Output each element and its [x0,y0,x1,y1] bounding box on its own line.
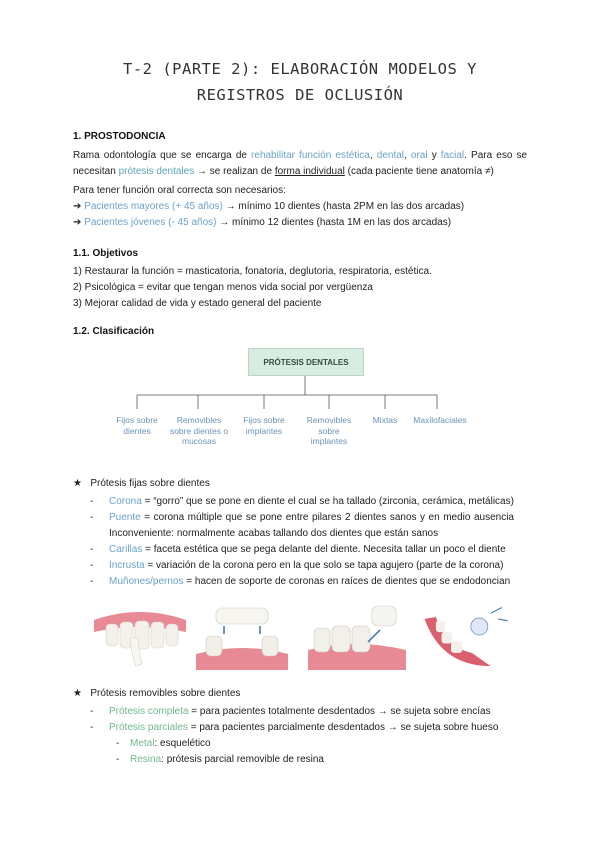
bullet-text: → mínimo 10 dientes (hasta 2PM en las dos arcadas) [222,201,465,212]
term-forma-individual: forma individual [274,166,345,177]
leaf-line: Fijos sobre [116,415,158,425]
removable-sub-resina [130,752,324,768]
inlay-illustration [308,602,406,670]
definition: = hacen de soporte de coronas en raíces de dientes que se endodoncian [183,576,511,587]
tooth [314,628,330,652]
dash-icon: - [90,512,94,523]
intro-text: necesitan [73,166,119,177]
leaf-removibles-sobre-dientes [163,415,235,447]
intro-text: y [427,150,441,161]
crown-piece [471,618,488,635]
definition: = variación de la corona pero en la que solo se tapa agujero (parte de la corona) [144,560,504,571]
term-rehabilitar: rehabilitar función estética [251,150,370,161]
leaf-line: sobre dientes o [169,425,229,436]
term: Metal [130,738,155,749]
tooth [352,626,370,652]
leaf-line: implantes [245,425,283,436]
term-dental: dental [376,150,405,161]
removable-item-parciales [109,720,498,736]
bullet-label: Pacientes jóvenes (- 45 años) [84,217,217,228]
veneer-illustration [92,602,188,670]
term: Corona [109,496,142,507]
definition: = para pacientes totalmente desdentados → se sujeta sobre encías [188,706,491,717]
star-icon: ★ [73,688,82,699]
section-heading-prostodoncia: 1. PROSTODONCIA [73,131,166,142]
fixed-item-incrusta [109,558,503,574]
leaf-line: implantes [310,436,348,446]
bridge-piece [216,608,268,624]
fixed-item-corona [109,494,514,510]
leaf-line: sobre [318,425,340,436]
bullet-label: Pacientes mayores (+ 45 años) [84,201,223,212]
dash-icon: - [116,754,120,765]
objective-item: 2) Psicológica = evitar que tengan menos vida social por vergüenza [73,282,373,293]
definition: : prótesis parcial removible de resina [161,754,324,765]
leaf-line: Mixtas [372,415,398,425]
fixed-item-carillas [109,542,506,558]
intro-text: (cada paciente tiene anatomía ≠) [344,166,494,177]
page-title-line-1: T-2 (PARTE 2): ELABORACIÓN MODELOS Y [123,60,477,78]
need-line: Para tener función oral correcta son necesarios: [73,185,286,196]
page-title-line-2: REGISTROS DE OCLUSIÓN [196,86,404,104]
dash-icon: - [90,706,94,717]
intro-text: → se realizan de [194,166,275,177]
leaf-fijos-sobre-implantes [234,415,294,436]
subsection-heading: Prótesis removibles sobre dientes [90,688,241,699]
section-heading-objetivos: 1.1. Objetivos [73,248,139,259]
leaf-line: Maxilofaciales [413,415,467,425]
leaf-mixtas [360,415,410,426]
post-illustration [420,600,516,668]
term: Prótesis parciales [109,722,188,733]
leaf-line: dientes [123,425,151,436]
term-oral: oral [410,150,428,161]
fixed-item-munones [109,574,510,590]
star-icon: ★ [73,478,82,489]
definition: = “gorro” que se pone en diente el cual se ha tallado (zirconia, cerámica, metálicas) [141,496,514,507]
tooth [442,632,452,643]
tooth [206,636,222,656]
subsection-heading: Prótesis fijas sobre dientes [90,478,210,489]
tooth [332,626,350,652]
objective-item: 1) Restaurar la función = masticatoria, fonatoria, deglutoria, respiratoria, estética. [73,266,432,277]
term: Resina [130,754,162,765]
arrow-icon [491,608,508,621]
fixed-item-puente [109,510,514,526]
term: Prótesis completa [109,706,189,717]
leaf-line: mucosas [181,436,216,446]
tooth [436,621,445,632]
objective-item: 3) Mejorar calidad de vida y estado general del paciente [73,298,322,309]
dash-icon: - [90,560,94,571]
definition: : esquelético [154,738,211,749]
dash-icon: - [90,544,94,555]
tooth [451,642,462,653]
leaf-line: Removibles [306,415,352,425]
term: Puente [109,512,141,523]
term-facial: facial [440,150,465,161]
intro-text: , [369,150,377,161]
dash-icon: - [90,496,94,507]
removable-item-completa [109,704,491,720]
dash-icon: - [116,738,120,749]
leaf-removibles-sobre-implantes [299,415,359,447]
term: Incrusta [109,560,145,571]
removable-sub-metal [130,736,211,752]
tooth [151,622,164,648]
term: Muñones/pernos [109,576,184,587]
intro-text: . Para eso se [464,150,528,161]
dash-icon: - [90,576,94,587]
leaf-fijos-sobre-dientes [107,415,167,436]
crown-piece [372,606,396,626]
arrow-icon [224,626,260,634]
term-protesis-dentales: prótesis dentales [118,166,195,177]
definition: = para pacientes parcialmente desdentados → se sujeta sobre hueso [187,722,499,733]
arrow-icon: ➔ [73,217,82,228]
definition: = corona múltiple que se pone entre pilares 2 dientes sanos y en medio ausencia [140,512,514,523]
section-heading-clasificacion: 1.2. Clasificación [73,326,155,337]
section-removibles [73,688,240,699]
leaf-maxilofaciales [407,415,473,426]
classification-root-box: PRÓTESIS DENTALES [248,348,364,376]
section-fijas [73,478,210,489]
tooth [166,624,178,646]
leaf-line: Removibles [176,415,222,425]
definition: = faceta estética que se pega delante del diente. Necesita tallar un poco el diente [142,544,506,555]
bullet-text: → mínimo 12 dientes (hasta 1M en las dos arcadas) [216,217,452,228]
term: Carillas [109,544,143,555]
leaf-line: Fijos sobre [243,415,285,425]
bridge-illustration [196,602,288,670]
arrow-icon: ➔ [73,201,82,212]
fixed-item-puente-continuation: Inconveniente: normalmente acabas tallando dos dientes que están sanos [109,528,439,539]
tooth [262,636,278,656]
tooth [106,624,118,646]
dash-icon: - [90,722,94,733]
intro-text: , [404,150,411,161]
intro-text: Rama odontología que se encarga de [73,150,252,161]
